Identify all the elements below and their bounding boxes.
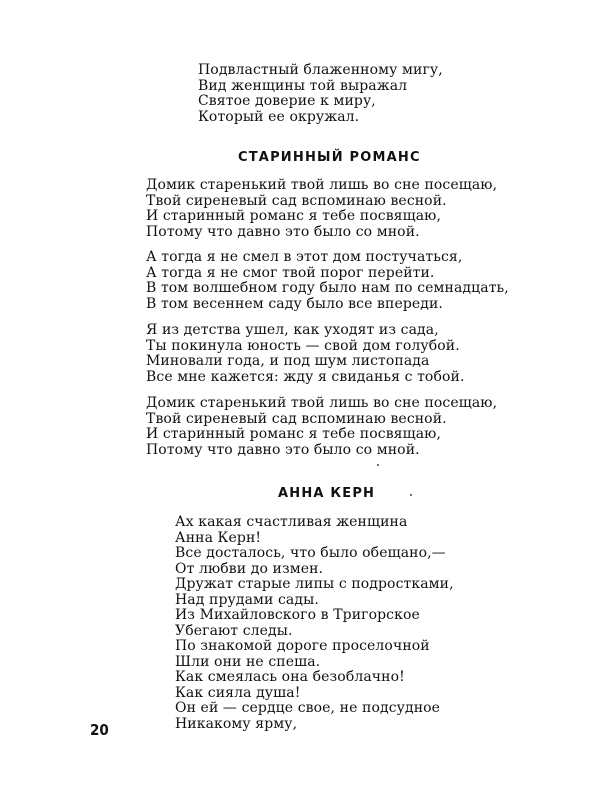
poem-stanza xyxy=(146,178,497,240)
poem-line: Он ей — сердце свое, не подсудное xyxy=(175,700,441,716)
poem-line: Потому что давно это было со мной. xyxy=(146,223,420,240)
poem-line: Ты покинула юность — свой дом голубой. xyxy=(146,337,460,354)
poem-line: Домик старенький твой лишь во сне посещаю, xyxy=(146,177,498,193)
poem-line: Анна Керн! xyxy=(175,529,262,546)
poem-stanza xyxy=(146,250,509,312)
poem-line: Потому что давно это было со мной. xyxy=(146,441,420,458)
poem-line: Как сияла душа! xyxy=(175,684,301,701)
poem-title: АННА КЕРН xyxy=(278,486,376,501)
poem-line: Подвластный блаженному мигу, xyxy=(198,62,443,78)
poem-line: Миновали года, и под шум листопада xyxy=(146,353,430,369)
poem-line: Твой сиреневый сад вспоминаю весной. xyxy=(146,410,447,427)
poem-line: И старинный романс я тебе посвящаю, xyxy=(146,208,442,224)
print-speck xyxy=(410,494,412,496)
poem-line: А тогда я не смел в этот дом постучаться, xyxy=(146,249,463,265)
poem-line: По знакомой дороге проселочной xyxy=(175,638,430,654)
poem-line: Убегают следы. xyxy=(175,622,293,639)
print-speck xyxy=(377,464,379,466)
poem-line: От любви до измен. xyxy=(175,560,324,577)
poem-line: Домик старенький твой лишь во сне посещаю, xyxy=(146,395,498,411)
poem-line: Ах какая счастливая женщина xyxy=(175,514,408,530)
poem-stanza xyxy=(146,323,465,385)
poem-line: Я из детства ушел, как уходят из сада, xyxy=(146,322,439,338)
poem-line: Твой сиреневый сад вспоминаю весной. xyxy=(146,192,447,209)
poem-line: Вид женщины той выражал xyxy=(198,77,408,94)
intro-stanza xyxy=(198,63,443,125)
poem-stanza xyxy=(146,396,497,458)
page-number: 20 xyxy=(90,721,109,739)
poem-line: Все мне кажется: жду я свиданья с тобой. xyxy=(146,368,465,385)
poem-line: Как смеялась она безоблачно! xyxy=(175,669,405,685)
poem-stanza xyxy=(175,515,454,732)
poem-line: Дружат старые липы с подростками, xyxy=(175,576,454,592)
poem-title: СТАРИННЫЙ РОМАНС xyxy=(238,150,421,165)
poem-line: В том волшебном году было нам по семнадцать, xyxy=(146,280,509,296)
poem-line: Святое доверие к миру, xyxy=(198,93,376,109)
poem-line: Никакому ярму, xyxy=(175,715,298,732)
poem-line: Шли они не спеша. xyxy=(175,653,321,670)
poem-line: В том весеннем саду было все впереди. xyxy=(146,295,443,312)
poem-line: Из Михайловского в Тригорское xyxy=(175,607,420,623)
poem-line: Который ее окружал. xyxy=(198,108,360,125)
poem-line: И старинный романс я тебе посвящаю, xyxy=(146,426,442,442)
poem-line: Над прудами сады. xyxy=(175,591,319,608)
poem-line: А тогда я не смог твой порог перейти. xyxy=(146,264,435,281)
poem-line: Все досталось, что было обещано,— xyxy=(175,545,446,561)
